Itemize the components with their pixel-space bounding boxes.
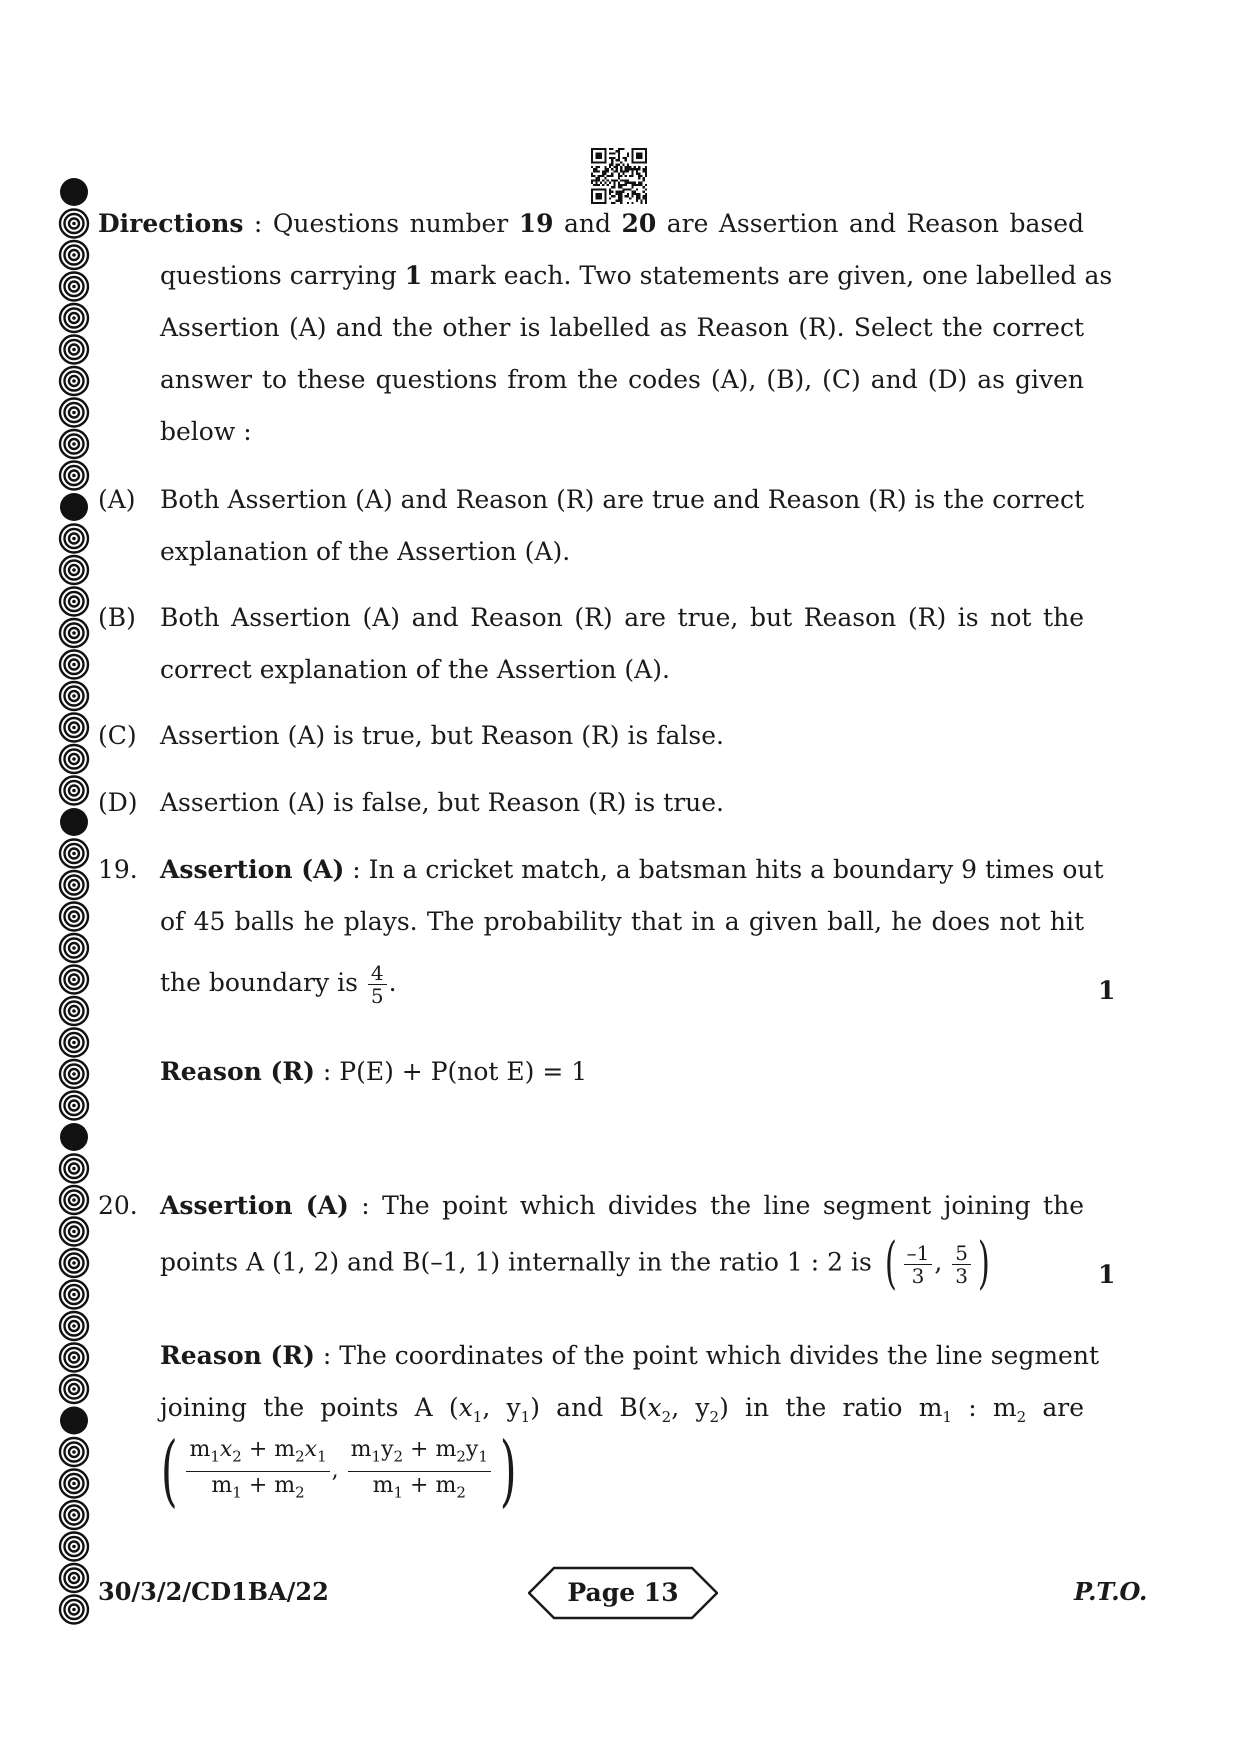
margin-ring-icon [60, 1407, 88, 1435]
question-19-reason: Reason (R) : P(E) + P(not E) = 1 [160, 1057, 588, 1086]
margin-ring-icon [60, 1312, 88, 1340]
margin-ring-icon [60, 1564, 88, 1592]
directions-line-3: Assertion (A) and the other is labelled as Reason (R). Select the correct [160, 313, 1084, 342]
margin-ring-icon [60, 840, 88, 868]
question-20-assertion-line-1: Assertion (A) : The point which divides the line segment joining the [160, 1191, 1084, 1220]
margin-ring-icon [60, 1186, 88, 1214]
margin-ring-icon [60, 178, 88, 206]
directions-title: Directions [98, 209, 244, 238]
question-19-marks: 1 [1098, 976, 1116, 1005]
option-b-label: (B) [98, 603, 136, 632]
margin-ring-icon [60, 1533, 88, 1561]
margin-ring-icon [60, 966, 88, 994]
question-19-number: 19. [98, 855, 138, 884]
margin-ring-icon [60, 934, 88, 962]
question-19-assertion-line-2: of 45 balls he plays. The probability that in a given ball, he does not hit [160, 907, 1084, 936]
margin-ring-icon [60, 808, 88, 836]
question-20-number: 20. [98, 1191, 138, 1220]
margin-ring-icon [60, 1470, 88, 1498]
option-b-text: Both Assertion (A) and Reason (R) are true, but Reason (R) is not the [160, 603, 1084, 632]
margin-ring-icon [60, 1155, 88, 1183]
directions-line-5: below : [160, 417, 252, 446]
margin-ring-icon [60, 336, 88, 364]
margin-ring-icon [60, 651, 88, 679]
formula-y-coordinate: $\frac{m_1y_2 + m_2y_1}{m_1 + m_2}$ [348, 1436, 491, 1506]
please-turn-over-label: P.T.O. [1074, 1577, 1148, 1606]
qr-code [591, 148, 647, 204]
margin-ring-icon [60, 1501, 88, 1529]
margin-ring-icon [60, 241, 88, 269]
margin-ring-icon [60, 1092, 88, 1120]
question-20-assertion-label: Assertion (A) [160, 1191, 349, 1220]
margin-ring-icon [60, 745, 88, 773]
margin-ring-icon [60, 1123, 88, 1151]
margin-ring-icon [60, 619, 88, 647]
question-20-marks: 1 [1098, 1260, 1116, 1289]
option-a-text: Both Assertion (A) and Reason (R) are true and Reason (R) is the correct [160, 485, 1084, 514]
margin-ring-icon [60, 430, 88, 458]
question-20-assertion-line-2: points A (1, 2) and B(–1, 1) internally in the ratio 1 : 2 is ( $\frac{-1}{3}$ , $\frac{5}{3}$ ) [160, 1231, 990, 1296]
option-c-label: (C) [98, 721, 137, 750]
margin-ring-icon [60, 1029, 88, 1057]
margin-ring-icon [60, 1344, 88, 1372]
option-b-text-2: correct explanation of the Assertion (A). [160, 655, 670, 684]
margin-ring-icon [60, 399, 88, 427]
margin-ring-icon [60, 1375, 88, 1403]
option-a-text-2: explanation of the Assertion (A). [160, 537, 571, 566]
option-d-text: Assertion (A) is false, but Reason (R) is true. [160, 788, 724, 817]
formula-x-coordinate: $\frac{m_1x_2 + m_2x_1}{m_1 + m_2}$ [186, 1436, 329, 1506]
margin-ring-icon [60, 1438, 88, 1466]
question-20-reason-label: Reason (R) [160, 1341, 315, 1370]
margin-ring-icon [60, 903, 88, 931]
page-number: Page 13 [567, 1578, 679, 1607]
margin-ring-icon [60, 682, 88, 710]
question-19-reason-label: Reason (R) [160, 1057, 315, 1086]
option-c-text: Assertion (A) is true, but Reason (R) is false. [160, 721, 724, 750]
directions-line-2: questions carrying 1 mark each. Two statements are given, one labelled as [160, 261, 1113, 290]
margin-ring-icon [60, 1249, 88, 1277]
margin-ring-icon [60, 367, 88, 395]
margin-ring-strip [56, 176, 92, 1626]
question-20-reason-line-2: joining the points A ($x_1$, $y_1$) and $B(x_2$, $y_2$) in the ratio $m_1$ : $m_2$ are [160, 1393, 1084, 1426]
margin-ring-icon [60, 273, 88, 301]
fraction-four-fifths: $\frac{4}{5}$ [368, 962, 387, 1007]
question-19-assertion-line-3: the boundary is $\frac{4}{5}$ . [160, 961, 397, 1008]
fraction-y: $\frac{5}{3}$ [952, 1242, 971, 1287]
question-19-assertion-label: Assertion (A) [160, 855, 345, 884]
question-19-assertion-line-1: Assertion (A) : In a cricket match, a batsman hits a boundary 9 times out [160, 855, 1104, 884]
option-d-label: (D) [98, 788, 138, 817]
fraction-x: $\frac{-1}{3}$ [904, 1242, 933, 1287]
question-20-reason-line-1: Reason (R) : The coordinates of the point which divides the line segment [160, 1341, 1099, 1370]
margin-ring-icon [60, 871, 88, 899]
margin-ring-icon [60, 210, 88, 238]
margin-ring-icon [60, 462, 88, 490]
margin-ring-icon [60, 1218, 88, 1246]
margin-ring-icon [60, 304, 88, 332]
margin-ring-icon [60, 1596, 88, 1624]
directions-line-1: Directions : Questions number 19 and 20 are Assertion and Reason based [98, 209, 1085, 238]
margin-ring-icon [60, 588, 88, 616]
margin-ring-icon [60, 1060, 88, 1088]
margin-ring-icon [60, 997, 88, 1025]
section-formula: ( $\frac{m_1x_2 + m_2x_1}{m_1 + m_2}$ , $\frac{m_1y_2 + m_2y_1}{m_1 + m_2}$ ) [160, 1426, 517, 1516]
margin-ring-icon [60, 493, 88, 521]
margin-ring-icon [60, 777, 88, 805]
margin-ring-icon [60, 1281, 88, 1309]
margin-ring-icon [60, 525, 88, 553]
margin-ring-icon [60, 556, 88, 584]
margin-ring-icon [60, 714, 88, 742]
option-a-label: (A) [98, 485, 136, 514]
directions-line-4: answer to these questions from the codes (A), (B), (C) and (D) as given [160, 365, 1084, 394]
question-paper-code: 30/3/2/CD1BA/22 [98, 1577, 329, 1606]
